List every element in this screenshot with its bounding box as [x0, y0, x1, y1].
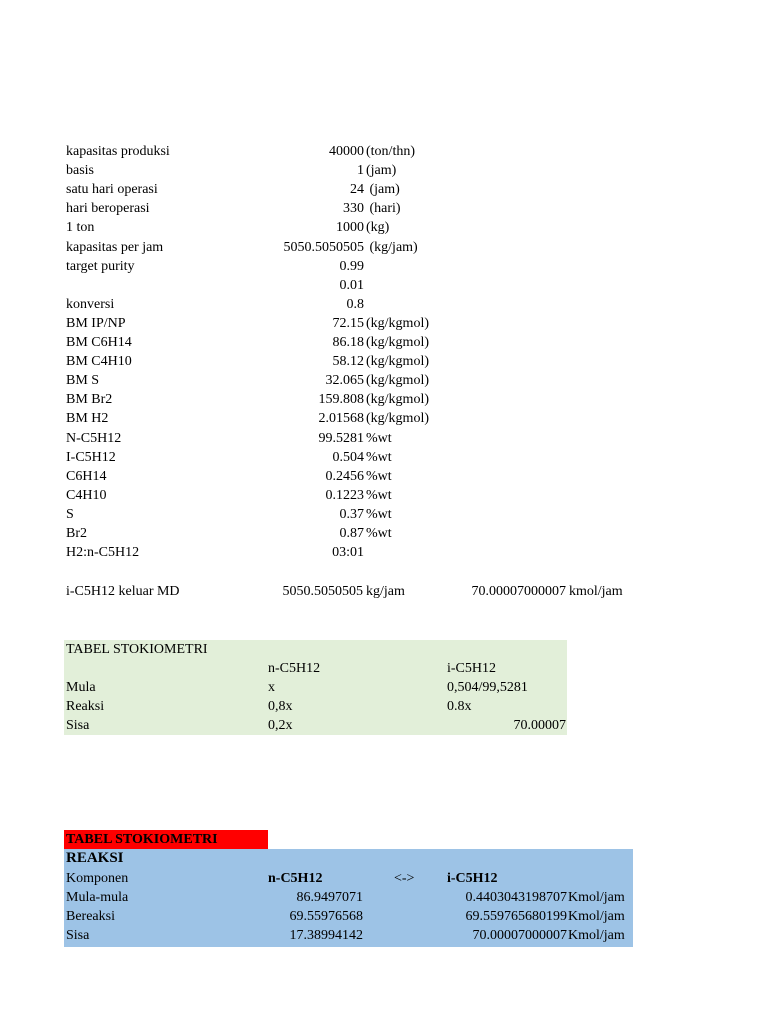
parameter-unit: (kg/kgmol)	[366, 392, 429, 408]
parameter-unit: (ton/thn)	[366, 144, 415, 159]
parameter-label: BM C4H10	[66, 354, 132, 370]
parameter-row	[0, 448, 768, 467]
parameter-label: 1 ton	[66, 220, 95, 236]
parameter-label: BM S	[66, 373, 100, 389]
parameter-label: H2:n-C5H12	[66, 545, 140, 561]
md-value-kmol: 70.00007000007	[471, 584, 566, 599]
table-row	[0, 926, 768, 945]
row-label: Bereaksi	[66, 909, 115, 924]
parameter-unit: %wt	[366, 468, 392, 484]
parameter-label: BM IP/NP	[66, 315, 126, 331]
parameter-label: hari beroperasi	[66, 201, 150, 217]
parameter-unit: (kg/jam)	[366, 239, 418, 255]
parameter-unit: (jam)	[366, 182, 400, 198]
parameter-value: 2.01568	[318, 411, 364, 427]
parameter-row	[0, 142, 768, 161]
parameter-row	[0, 180, 768, 199]
parameter-unit: (kg/kgmol)	[366, 411, 429, 427]
unit-cell: Kmol/jam	[568, 928, 625, 943]
parameter-unit: (kg/kgmol)	[366, 335, 429, 350]
table1-title: TABEL STOKIOMETRI	[66, 642, 208, 657]
table-row	[0, 716, 768, 735]
table1-col2-header: i-C5H12	[447, 661, 496, 676]
parameter-unit: (kg)	[366, 220, 390, 236]
n-c5h12-cell: 0,8x	[268, 699, 293, 714]
i-c5h12-cell: 0.8x	[447, 699, 472, 714]
table2-header-label: Komponen	[66, 871, 129, 886]
parameter-row	[0, 218, 768, 237]
parameter-label: satu hari operasi	[66, 182, 158, 198]
table1-title-row	[0, 640, 768, 659]
table2-title: TABEL STOKIOMETRI	[66, 832, 218, 847]
parameter-value: 03:01	[332, 545, 364, 561]
parameter-row	[0, 295, 768, 314]
i-c5h12-cell: 70.00007	[513, 718, 566, 733]
parameter-value: 99.5281	[318, 430, 364, 446]
md-unit: kg/jam	[366, 584, 405, 599]
parameter-unit: %wt	[366, 449, 392, 465]
parameter-row	[0, 429, 768, 448]
parameter-value: 0.01	[339, 277, 364, 293]
i-c5h12-cell: 69.559765680199	[465, 909, 567, 924]
parameter-label: S	[66, 506, 74, 522]
table2-header-row	[0, 869, 768, 888]
parameter-unit: (kg/kgmol)	[366, 315, 429, 331]
parameter-row	[0, 238, 768, 257]
parameter-label: basis	[66, 163, 94, 179]
table-row	[0, 678, 768, 697]
parameter-label: BM Br2	[66, 392, 113, 408]
table-row	[0, 907, 768, 926]
parameter-unit: (jam)	[366, 163, 397, 179]
table-row	[0, 697, 768, 716]
table2-col2-header: i-C5H12	[447, 871, 498, 886]
parameter-value: 0.1223	[325, 487, 364, 503]
md-unit-kmol: kmol/jam	[569, 584, 623, 599]
parameter-value: 0.87	[339, 526, 364, 541]
parameter-value: 5050.5050505	[283, 239, 364, 255]
parameter-label: C4H10	[66, 487, 107, 503]
md-output-row	[0, 582, 768, 601]
parameter-unit: (hari)	[366, 201, 401, 217]
equilibrium-arrow: <->	[394, 871, 415, 886]
parameter-value: 32.065	[325, 373, 364, 389]
parameter-value: 72.15	[332, 315, 364, 331]
parameter-row	[0, 505, 768, 524]
parameter-value: 1	[357, 163, 364, 179]
parameter-row	[0, 486, 768, 505]
md-label: i-C5H12 keluar MD	[66, 584, 180, 599]
parameter-unit: %wt	[366, 430, 392, 446]
parameter-row	[0, 371, 768, 390]
parameter-unit: (kg/kgmol)	[366, 373, 429, 389]
i-c5h12-cell: 0.4403043198707	[465, 890, 567, 905]
n-c5h12-cell: 0,2x	[268, 718, 293, 733]
parameter-label: konversi	[66, 296, 115, 312]
unit-cell: Kmol/jam	[568, 909, 625, 924]
row-label: Mula	[66, 680, 96, 695]
parameter-value: 0.37	[339, 506, 364, 522]
md-value: 5050.5050505	[282, 584, 363, 599]
table-row	[0, 888, 768, 907]
parameter-row	[0, 390, 768, 409]
parameter-label: I-C5H12	[66, 449, 116, 465]
parameter-label: BM H2	[66, 411, 109, 427]
parameter-unit: (kg/kgmol)	[366, 354, 429, 370]
parameter-row	[0, 314, 768, 333]
parameter-row	[0, 409, 768, 428]
parameter-row	[0, 257, 768, 276]
table2-col1-header: n-C5H12	[268, 871, 323, 886]
table2-subtitle-row	[0, 849, 768, 868]
table2-subtitle: REAKSI	[66, 850, 124, 866]
parameter-label: C6H14	[66, 468, 107, 484]
parameter-label: Br2	[66, 526, 87, 541]
parameter-label: BM C6H14	[66, 335, 132, 350]
row-label: Reaksi	[66, 699, 105, 714]
parameter-unit: %wt	[366, 526, 392, 541]
table2-title-row	[0, 830, 768, 849]
parameter-row	[0, 524, 768, 543]
i-c5h12-cell: 70.00007000007	[472, 928, 567, 943]
parameter-row	[0, 543, 768, 562]
parameter-row	[0, 199, 768, 218]
parameter-value: 0.504	[332, 449, 364, 465]
parameter-label: kapasitas per jam	[66, 239, 164, 255]
row-label: Mula-mula	[66, 890, 129, 905]
row-label: Sisa	[66, 718, 90, 733]
i-c5h12-cell: 0,504/99,5281	[447, 680, 528, 695]
parameter-value: 0.99	[339, 258, 364, 274]
table1-col1-header: n-C5H12	[268, 661, 321, 676]
parameter-row	[0, 333, 768, 352]
parameter-value: 0.8	[346, 296, 364, 312]
n-c5h12-cell: 69.55976568	[289, 909, 363, 924]
unit-cell: Kmol/jam	[568, 890, 625, 905]
parameter-value: 40000	[329, 144, 364, 159]
parameter-value: 58.12	[332, 354, 364, 370]
parameter-row	[0, 467, 768, 486]
n-c5h12-cell: 86.9497071	[296, 890, 363, 905]
parameter-unit: %wt	[366, 506, 392, 522]
parameter-value: 24	[350, 182, 364, 198]
parameter-row	[0, 352, 768, 371]
parameter-unit: %wt	[366, 487, 392, 503]
parameter-value: 86.18	[332, 335, 364, 350]
parameter-row	[0, 161, 768, 180]
parameter-label: N-C5H12	[66, 430, 122, 446]
parameter-label: kapasitas produksi	[66, 144, 170, 159]
n-c5h12-cell: x	[268, 680, 275, 695]
parameter-row	[0, 276, 768, 295]
parameter-value: 159.808	[318, 392, 364, 408]
table1-header-row	[0, 659, 768, 678]
parameter-label: target purity	[66, 258, 135, 274]
n-c5h12-cell: 17.38994142	[289, 928, 363, 943]
parameter-value: 1000	[336, 220, 364, 236]
parameter-value: 0.2456	[325, 468, 364, 484]
row-label: Sisa	[66, 928, 90, 943]
parameter-value: 330	[343, 201, 364, 217]
